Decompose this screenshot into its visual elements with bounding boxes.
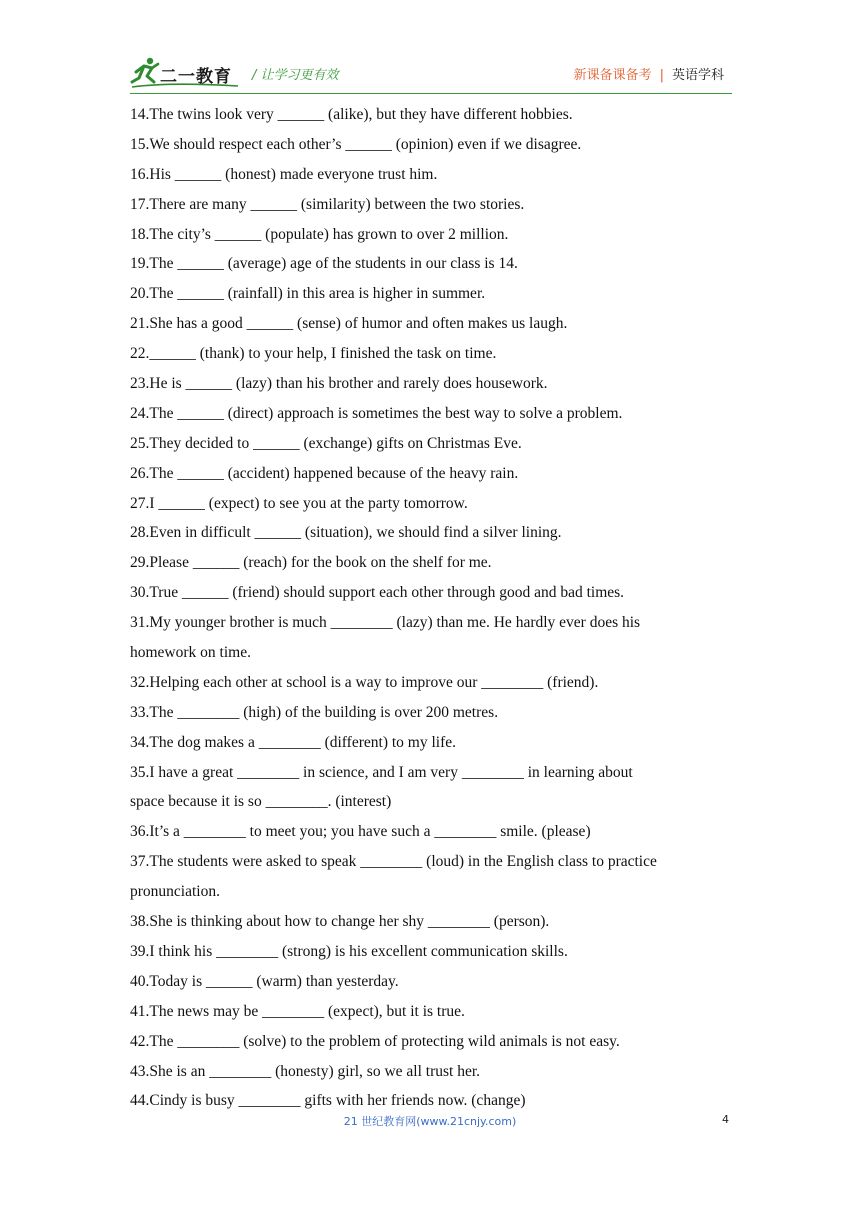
exercise-line: 20.The ______ (rainfall) in this area is higher in summer. xyxy=(130,285,486,303)
brand-subject-label: 英语学科 xyxy=(671,68,724,83)
page-header xyxy=(130,52,730,92)
brand-separator: | xyxy=(659,68,664,83)
exercise-line: 40.Today is ______ (warm) than yesterday. xyxy=(130,972,399,990)
exercise-line: 31.My younger brother is much ________ (lazy) than me. He hardly ever does his xyxy=(130,614,641,632)
exercise-line: 42.The ________ (solve) to the problem of protecting wild animals is not easy. xyxy=(130,1032,620,1050)
exercise-line: 28.Even in difficult ______ (situation), we should find a silver lining. xyxy=(130,524,562,542)
exercise-line-continuation: pronunciation. xyxy=(130,883,220,901)
exercise-line: 35.I have a great ________ in science, and I am very ________ in learning about xyxy=(130,763,633,781)
header-brand xyxy=(574,64,724,83)
exercise-line: 17.There are many ______ (similarity) between the two stories. xyxy=(130,195,525,213)
exercise-line: 15.We should respect each other’s ______ (opinion) even if we disagree. xyxy=(130,135,582,153)
page-footer xyxy=(0,1111,860,1131)
exercise-line: 41.The news may be ________ (expect), but it is true. xyxy=(130,1002,465,1020)
brand-left-label: 新课备课备考 xyxy=(573,68,652,83)
exercise-line: 24.The ______ (direct) approach is sometimes the best way to solve a problem. xyxy=(130,404,623,422)
exercise-line: 23.He is ______ (lazy) than his brother and rarely does housework. xyxy=(130,375,548,393)
exercise-line: 19.The ______ (average) age of the students in our class is 14. xyxy=(130,255,518,273)
header-divider xyxy=(130,93,732,94)
footer-site-link[interactable]: 21 世纪教育网(www.21cnjy.com) xyxy=(343,1115,517,1128)
exercise-line: 16.His ______ (honest) made everyone trust him. xyxy=(130,165,438,183)
exercise-line: 32.Helping each other at school is a way to improve our ________ (friend). xyxy=(130,673,599,691)
exercise-list xyxy=(130,100,732,1116)
exercise-line: 25.They decided to ______ (exchange) gifts on Christmas Eve. xyxy=(130,434,522,452)
exercise-line: 29.Please ______ (reach) for the book on the shelf for me. xyxy=(130,554,492,572)
exercise-line-continuation: space because it is so ________. (interest) xyxy=(130,793,392,811)
exercise-line: 30.True ______ (friend) should support each other through good and bad times. xyxy=(130,584,625,602)
logo-text: 二一教育 xyxy=(160,67,232,87)
exercise-line: 38.She is thinking about how to change her shy ________ (person). xyxy=(130,913,550,931)
exercise-line: 22.______ (thank) to your help, I finished the task on time. xyxy=(130,345,497,363)
exercise-line: 14.The twins look very ______ (alike), but they have different hobbies. xyxy=(130,106,573,123)
exercise-line: 18.The city’s ______ (populate) has grown to over 2 million. xyxy=(130,225,509,243)
exercise-line-continuation: homework on time. xyxy=(130,644,251,662)
exercise-line: 39.I think his ________ (strong) is his excellent communication skills. xyxy=(130,942,568,960)
exercise-line: 21.She has a good ______ (sense) of humor and often makes us laugh. xyxy=(130,315,568,333)
page-number: 4 xyxy=(722,1113,729,1126)
exercise-line: 43.She is an ________ (honesty) girl, so we all trust her. xyxy=(130,1062,480,1080)
exercise-line: 27.I ______ (expect) to see you at the party tomorrow. xyxy=(130,494,468,512)
header-slogan: / 让学习更有效 xyxy=(252,68,339,83)
exercise-line: 26.The ______ (accident) happened because of the heavy rain. xyxy=(130,464,519,482)
exercise-line: 44.Cindy is busy ________ gifts with her friends now. (change) xyxy=(130,1092,526,1110)
exercise-line: 37.The students were asked to speak ________ (loud) in the English class to practice xyxy=(130,853,657,871)
exercise-line: 36.It’s a ________ to meet you; you have such a ________ smile. (please) xyxy=(130,823,591,841)
exercise-line: 33.The ________ (high) of the building is over 200 metres. xyxy=(130,703,499,721)
exercise-line: 34.The dog makes a ________ (different) to my life. xyxy=(130,733,456,751)
